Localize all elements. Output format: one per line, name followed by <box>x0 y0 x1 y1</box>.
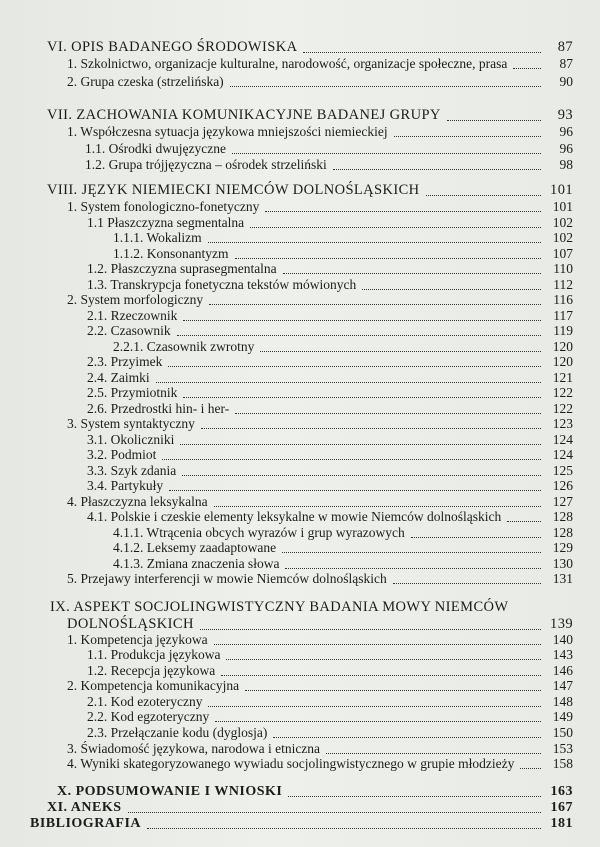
toc-entry <box>50 600 573 615</box>
dot-leader <box>182 475 541 476</box>
toc-entry <box>87 464 573 478</box>
toc-entry-page: 130 <box>552 556 573 571</box>
toc-entry-page: 126 <box>552 478 573 493</box>
dot-leader <box>273 737 541 738</box>
toc-entry <box>87 479 573 493</box>
toc-entry-page: 102 <box>552 215 573 230</box>
toc-entry <box>87 648 573 662</box>
toc-entry-title: 1. Szkolnictwo, organizacje kulturalne, narodowość, organizacje społeczne, prasa <box>67 56 508 71</box>
dot-leader <box>447 120 541 121</box>
toc-entry-page: 107 <box>552 246 573 261</box>
dot-leader <box>260 351 541 352</box>
dot-leader <box>208 706 541 707</box>
toc-entry <box>67 495 573 509</box>
toc-entry-page: 123 <box>552 416 573 431</box>
toc-entry-page: 131 <box>552 571 573 586</box>
toc-entry-title: 5. Przejawy interferencji w mowie Niemców dolnośląskich <box>67 571 387 586</box>
toc-entry-title: 4.1.3. Zmiana znaczenia słowa <box>113 556 280 571</box>
toc-entry-title: 1. Współczesna sytuacja językowa mniejszości niemieckiej <box>67 124 388 139</box>
dot-leader <box>250 227 541 228</box>
dot-leader <box>507 521 541 522</box>
toc-entry <box>85 142 573 156</box>
toc-entry <box>113 541 573 555</box>
toc-entry-title: 3. Świadomość językowa, narodowa i etniczna <box>67 741 321 756</box>
toc-entry-page: 163 <box>550 784 573 799</box>
toc-entry <box>113 557 573 571</box>
toc-entry <box>87 726 573 740</box>
toc-entry <box>85 158 573 172</box>
toc-entry-page: 98 <box>559 157 573 172</box>
toc-entry-title: 2. Kompetencja komunikacyjna <box>67 678 240 693</box>
toc-entry-page: 96 <box>559 124 573 139</box>
toc-entry-title: 2.2. Kod egzoteryczny <box>87 709 210 724</box>
dot-leader <box>513 68 541 69</box>
toc-entry-page: 149 <box>552 709 573 724</box>
toc-entry <box>87 386 573 400</box>
dot-leader <box>214 506 541 507</box>
dot-leader <box>221 675 541 676</box>
dot-leader <box>362 289 541 290</box>
toc-entry-title: 4.1. Polskie i czeskie elementy leksykalne w mowie Niemców dolnośląskich <box>87 509 502 524</box>
dot-leader <box>209 304 541 305</box>
toc-entry-title: 3.2. Podmiot <box>87 447 157 462</box>
toc-entry-page: 140 <box>552 632 573 647</box>
toc-entry-title: 4. Wyniki skategoryzowanego wywiadu socjolingwistycznego w grupie młodzieży <box>67 756 515 771</box>
dot-leader <box>180 444 541 445</box>
toc-entry <box>113 247 573 261</box>
dot-leader <box>183 397 541 398</box>
toc-entry <box>67 617 573 632</box>
toc-entry-page: 158 <box>552 756 573 771</box>
toc-entry <box>87 278 573 292</box>
toc-entry-page: 120 <box>552 339 573 354</box>
toc-entry-title: 2.1. Rzeczownik <box>87 308 178 323</box>
dot-leader <box>426 195 541 196</box>
dot-leader <box>394 136 541 137</box>
toc-entry <box>67 417 573 431</box>
dot-leader <box>169 490 541 491</box>
dot-leader <box>226 659 541 660</box>
toc-entry-title: 2.4. Zaimki <box>87 370 150 385</box>
toc-entry-page: 129 <box>552 540 573 555</box>
toc-entry-page: 112 <box>553 277 573 292</box>
toc-entry-page: 87 <box>559 56 573 71</box>
toc-entry <box>113 340 573 354</box>
toc-entry <box>67 572 573 586</box>
toc-entry-title: VI. OPIS BADANEGO ŚRODOWISKA <box>47 39 298 55</box>
toc-entry-title: XI. ANEKS <box>47 800 122 815</box>
dot-leader <box>235 413 541 414</box>
toc-entry-page: 125 <box>552 463 573 478</box>
dot-leader <box>411 537 541 538</box>
toc-entry-title: 1.2. Płaszczyzna suprasegmentalna <box>87 261 277 276</box>
toc-entry-page: 146 <box>552 663 573 678</box>
dot-leader <box>201 428 541 429</box>
toc-entry-title: 2. Grupa czeska (strzelińska) <box>67 74 224 89</box>
dot-leader <box>230 86 541 87</box>
toc-entry <box>113 526 573 540</box>
dot-leader <box>128 812 541 813</box>
dot-leader <box>265 211 541 212</box>
toc-entry-page: 120 <box>552 354 573 369</box>
toc-entry-title: 2.3. Przyimek <box>87 354 163 369</box>
toc-entry-title: 3.3. Szyk zdania <box>87 463 177 478</box>
dot-leader <box>177 335 541 336</box>
toc-entry <box>87 448 573 462</box>
toc-entry-page: 122 <box>552 385 573 400</box>
toc-entry-title: 1.2. Grupa trójjęzyczna – ośrodek strzeliński <box>85 157 327 172</box>
dot-leader <box>520 768 541 769</box>
toc-entry-title: 3. System syntaktyczny <box>67 416 195 431</box>
toc-entry-page: 101 <box>550 182 573 198</box>
toc-entry <box>67 757 573 771</box>
toc-entry <box>87 371 573 385</box>
toc-entry-title: 3.1. Okoliczniki <box>87 432 175 447</box>
toc-entry-title: 1.1 Płaszczyzna segmentalna <box>87 215 245 230</box>
toc-entry-title: 1.1.2. Konsonantyzm <box>113 246 229 261</box>
toc-entry-title: 1. System fonologiczno-fonetyczny <box>67 199 260 214</box>
toc-entry-title: IX. ASPEKT SOCJOLINGWISTYCZNY BADANIA MOWY NIEMCÓW <box>50 599 509 615</box>
toc-entry-title: 1.1.1. Wokalizm <box>113 230 202 245</box>
toc-entry-title: 4.1.2. Leksemy zaadaptowane <box>113 540 277 555</box>
dot-leader <box>156 382 541 383</box>
toc-entry-page: 167 <box>550 800 573 815</box>
toc-entry-page: 117 <box>553 308 573 323</box>
toc-entry <box>67 75 573 89</box>
dot-leader <box>162 459 541 460</box>
toc-entry <box>67 679 573 693</box>
dot-leader <box>245 690 541 691</box>
dot-leader <box>285 568 541 569</box>
toc-entry-page: 124 <box>552 432 573 447</box>
dot-leader <box>183 320 541 321</box>
toc-entry <box>87 262 573 276</box>
toc-entry <box>87 309 573 323</box>
dot-leader <box>333 169 541 170</box>
toc-entry <box>113 231 573 245</box>
toc-entry <box>87 510 573 524</box>
toc-entry <box>87 402 573 416</box>
toc-entry-title: VII. ZACHOWANIA KOMUNIKACYJNE BADANEJ GRUPY <box>47 107 441 123</box>
toc-entry-title: 4.1.1. Wtrącenia obcych wyrazów i grup wyrazowych <box>113 525 405 540</box>
toc-entry-title: 2.1. Kod ezoteryczny <box>87 694 203 709</box>
toc-entry-page: 143 <box>552 647 573 662</box>
toc-entry-page: 127 <box>552 494 573 509</box>
dot-leader <box>288 796 541 797</box>
dot-leader <box>214 644 541 645</box>
toc-entry <box>57 785 573 799</box>
toc-entry-page: 148 <box>552 694 573 709</box>
toc-entry-title: 2.6. Przedrostki hin- i her- <box>87 401 230 416</box>
dot-leader <box>215 721 541 722</box>
toc-entry-title: 1.1. Produkcja językowa <box>87 647 221 662</box>
toc-entry-title: 1. Kompetencja językowa <box>67 632 208 647</box>
toc-entry <box>87 216 573 230</box>
toc-entry-page: 181 <box>550 816 573 831</box>
toc-entry <box>47 40 573 55</box>
toc-entry <box>87 433 573 447</box>
dot-leader <box>235 258 542 259</box>
toc-entry-title: 4. Płaszczyzna leksykalna <box>67 494 208 509</box>
toc-entry-title: X. PODSUMOWANIE I WNIOSKI <box>57 784 283 799</box>
toc-entry-title: 2.3. Przełączanie kodu (dyglosja) <box>87 725 268 740</box>
toc-entry-page: 124 <box>552 447 573 462</box>
toc-entry-page: 128 <box>552 509 573 524</box>
toc-entry-title: 2.5. Przymiotnik <box>87 385 178 400</box>
toc-entry-title: BIBLIOGRAFIA <box>30 816 142 831</box>
toc-entry-page: 110 <box>553 261 573 276</box>
dot-leader <box>147 828 541 829</box>
toc-entry-page: 101 <box>552 199 573 214</box>
toc-entry-page: 93 <box>557 107 573 123</box>
dot-leader <box>168 366 541 367</box>
dot-leader <box>208 242 541 243</box>
toc-entry-page: 153 <box>552 741 573 756</box>
toc-entry <box>87 664 573 678</box>
toc-entry-page: 119 <box>553 323 573 338</box>
toc-entry-page: 121 <box>552 370 573 385</box>
toc-entry-page: 87 <box>557 39 573 55</box>
toc-entry <box>47 183 573 198</box>
toc-entry <box>67 57 573 71</box>
toc-entry-page: 150 <box>552 725 573 740</box>
toc-entry <box>67 742 573 756</box>
dot-leader <box>393 583 541 584</box>
toc-entry <box>67 293 573 307</box>
dot-leader <box>326 753 541 754</box>
toc-entry <box>30 817 573 831</box>
toc-entry <box>87 324 573 338</box>
toc-entry-title: 3.4. Partykuły <box>87 478 164 493</box>
toc-entry <box>87 710 573 724</box>
toc-entry <box>87 355 573 369</box>
toc-entry <box>47 801 573 815</box>
toc-entry-page: 139 <box>550 616 573 632</box>
toc-entry-page: 147 <box>552 678 573 693</box>
dot-leader <box>303 52 541 53</box>
dot-leader <box>282 552 541 553</box>
toc-entry-title: 2. System morfologiczny <box>67 292 204 307</box>
toc-entry-title: 1.1. Ośrodki dwujęzyczne <box>85 141 226 156</box>
toc-entry <box>87 695 573 709</box>
toc-entry <box>67 200 573 214</box>
toc-entry-title: VIII. JĘZYK NIEMIECKI NIEMCÓW DOLNOŚLĄSKICH <box>47 182 420 198</box>
toc-entry-page: 116 <box>553 292 573 307</box>
toc-entry-title: 1.2. Recepcja językowa <box>87 663 216 678</box>
toc-entry <box>67 125 573 139</box>
toc-entry <box>67 633 573 647</box>
toc-entry-page: 128 <box>552 525 573 540</box>
toc-entry-title: 1.3. Transkrypcja fonetyczna tekstów mówionych <box>87 277 357 292</box>
toc-entry-page: 90 <box>559 74 573 89</box>
toc-entry-title: 2.2.1. Czasownik zwrotny <box>113 339 255 354</box>
toc-entry <box>47 108 573 123</box>
dot-leader <box>200 629 541 630</box>
toc-entry-title: 2.2. Czasownik <box>87 323 171 338</box>
toc-entry-page: 122 <box>552 401 573 416</box>
toc-entry-page: 102 <box>552 230 573 245</box>
toc-entry-page: 96 <box>559 141 573 156</box>
toc-entry-title: DOLNOŚLĄSKICH <box>67 616 194 632</box>
dot-leader <box>232 153 541 154</box>
dot-leader <box>283 273 541 274</box>
